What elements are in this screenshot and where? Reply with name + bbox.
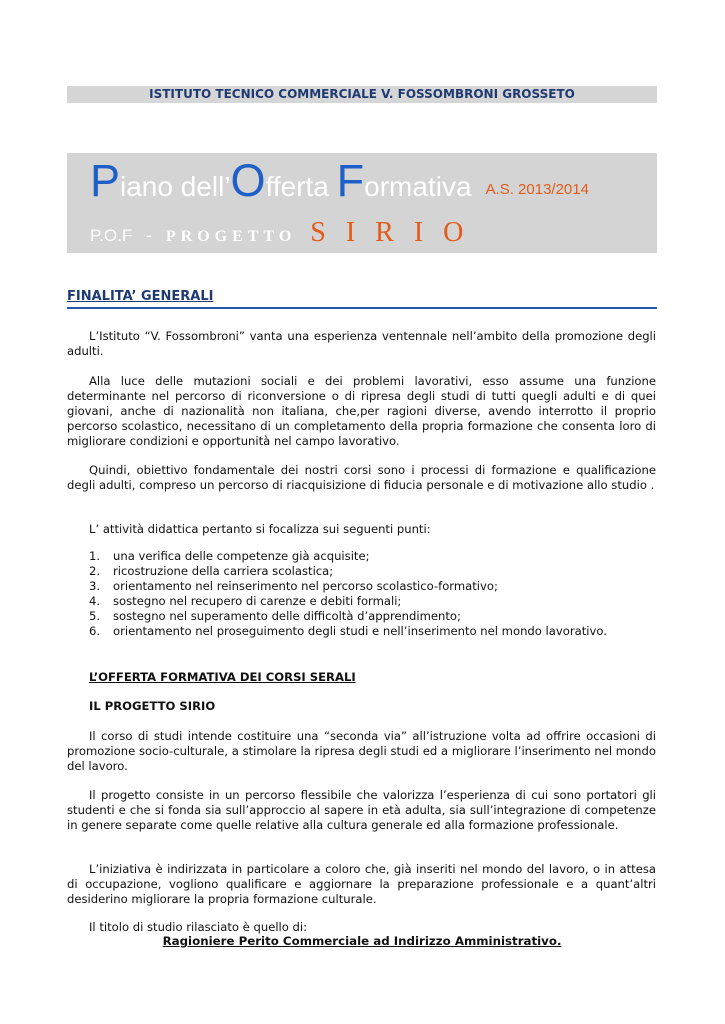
list-item-text: orientamento nel reinserimento nel percorso scolastico-formativo; (113, 579, 498, 593)
subheading-progetto-sirio: IL PROGETTO SIRIO (89, 699, 216, 713)
section-heading-offerta: L’OFFERTA FORMATIVA DEI CORSI SERALI (89, 670, 356, 684)
paragraph-course: Il corso di studi intende costituire una “seconda via” all’istruzione volta ad offrire occasioni di promozione socio-culturale, a stimolare la ripresa degli studi ed a migliorare l’inserimento nel mondo del lavoro. (67, 729, 656, 773)
list-item-text: sostegno nel superamento delle difficoltà d’apprendimento; (113, 609, 461, 623)
paragraph-objective: Quindi, obiettivo fondamentale dei nostri corsi sono i processi di formazione e qualificazione degli adulti, compreso un percorso di riacquisizione di fiducia personale e di motivazione allo studio . (67, 463, 656, 492)
list-item-text: ricostruzione della carriera scolastica; (113, 564, 334, 578)
title-cap-p: P (90, 155, 121, 206)
list-item-number: 3. (89, 579, 101, 593)
section-heading-finalita: FINALITA’ GENERALI (67, 289, 657, 309)
separator-dash: - (146, 226, 152, 245)
list-item-number: 6. (89, 624, 101, 638)
list-item-number: 1. (89, 549, 101, 563)
title-word-2: fferta (265, 171, 337, 202)
paragraph-activity: L’ attività didattica pertanto si focalizza sui seguenti punti: (89, 522, 431, 536)
title-word-3: ormativa (364, 171, 472, 202)
list-item-text: sostegno nel recupero di carenze e debiti formali; (113, 594, 402, 608)
sirio-label: SIRIO (310, 217, 484, 248)
paragraph-qualification: Il titolo di studio rilasciato è quello di: (89, 920, 308, 934)
paragraph-intro: L’Istituto “V. Fossombroni” vanta una esperienza ventennale nell’ambito della promozione degli adulti. (67, 329, 656, 358)
title-banner (67, 153, 657, 253)
progetto-label: PROGETTO (165, 228, 297, 245)
pof-label: P.O.F (90, 226, 133, 245)
paragraph-project: Il progetto consiste in un percorso flessibile che valorizza l’esperienza di cui sono portatori gli studenti e che si fonda sia sull’approccio al sapere in età adulta, sia sull’integrazione di competenze in genere separate come quelle relative alla cultura generale ed alla formazione professionale. (67, 788, 656, 832)
project-line (90, 217, 483, 249)
list-item (67, 609, 657, 624)
document-title (90, 155, 589, 207)
school-name: ISTITUTO TECNICO COMMERCIALE V. FOSSOMBRONI GROSSETO (149, 87, 575, 101)
list-item-number: 2. (89, 564, 101, 578)
school-year: A.S. 2013/2014 (485, 181, 589, 198)
points-list (67, 549, 657, 639)
list-item (67, 624, 657, 639)
list-item-text: una verifica delle competenze già acquisite; (113, 549, 370, 563)
list-item-number: 5. (89, 609, 101, 623)
paragraph-initiative: L’iniziativa è indirizzata in particolare a coloro che, già inseriti nel mondo del lavoro, o in attesa di occupazione, vogliono qualificare e aggiornare la preparazione professionale e a quant’altri desiderino migliorare la propria formazione culturale. (67, 862, 656, 906)
list-item (67, 579, 657, 594)
list-item-number: 4. (89, 594, 101, 608)
title-word-1: iano dell’ (120, 171, 231, 202)
list-item (67, 564, 657, 579)
title-cap-f: F (336, 155, 365, 206)
list-item (67, 594, 657, 609)
list-item-text: orientamento nel proseguimento degli studi e nell’inserimento nel mondo lavorativo. (113, 624, 607, 638)
title-cap-o: O (230, 155, 266, 206)
school-header (67, 86, 657, 103)
paragraph-context: Alla luce delle mutazioni sociali e dei problemi lavorativi, esso assume una funzione determinante nel percorso di riconversione o di ripresa degli studi di tutti quegli adulti e di quei giovani, anche di nazionalità non italiana, che,per ragioni diverse, avendo interrotto il proprio percorso scolastico, necessitano di un completamento della propria formazione che consenta loro di migliorare condizioni e opportunità nel campo lavorativo. (67, 374, 656, 448)
qualification-title: Ragioniere Perito Commerciale ad Indirizzo Amministrativo. (162, 934, 562, 948)
list-item (67, 549, 657, 564)
